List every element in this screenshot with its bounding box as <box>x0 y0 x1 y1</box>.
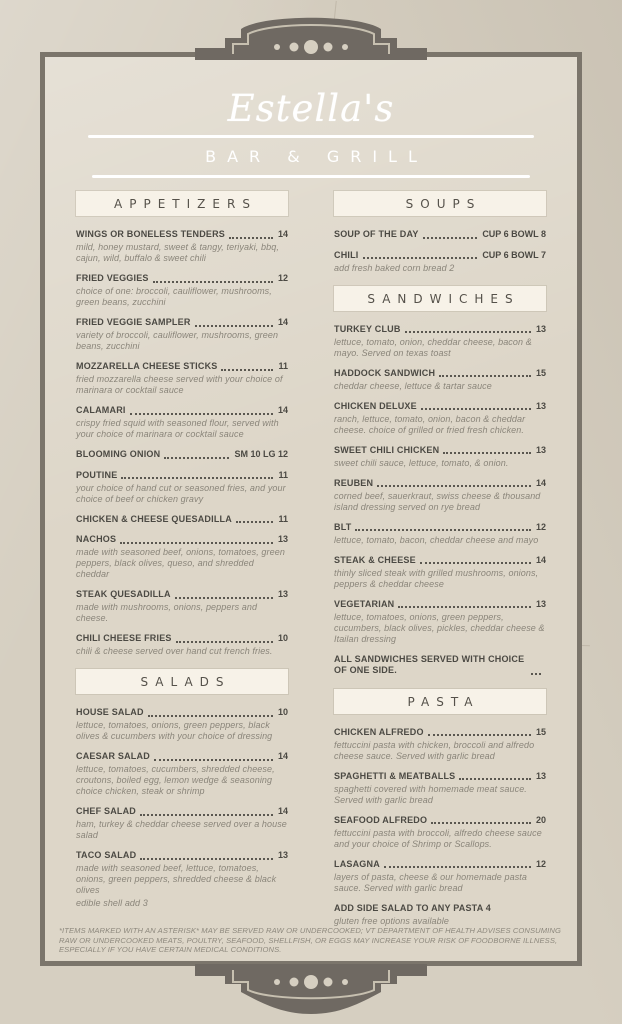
item-price: 11 <box>278 513 288 524</box>
item-description: spaghetti covered with homemade meat sauce. Served with garlic bread <box>334 783 527 805</box>
section-title: SANDWICHES <box>367 291 520 306</box>
item-name: ADD SIDE SALAD TO ANY PASTA 4 <box>334 902 491 913</box>
item-row <box>334 727 546 739</box>
item-description: made with seasoned beef, lettuce, tomatoes, onions, green peppers, shredded cheese & black olives <box>76 863 277 895</box>
section-title: SOUPS <box>405 197 482 211</box>
item-description: cheddar cheese, lettuce & tartar sauce <box>334 380 492 391</box>
dot-leader <box>423 237 478 239</box>
dot-leader <box>443 452 531 454</box>
item-name: TACO SALAD <box>76 850 137 860</box>
menu-item <box>76 405 288 440</box>
dot-leader <box>148 715 273 717</box>
item-price: 13 <box>535 598 546 609</box>
item-name: WINGS OR BONELESS TENDERS <box>76 229 226 239</box>
item-name: CHILI CHEESE FRIES <box>76 633 172 643</box>
item-price: 13 <box>277 850 288 860</box>
menu-item <box>76 707 288 742</box>
dot-leader <box>236 521 274 523</box>
item-price: 14 <box>535 554 546 565</box>
item-description: crispy fried squid with seasoned flour, served with your choice of marinara or cocktail sauce <box>76 418 279 439</box>
item-name: LASAGNA <box>334 858 380 869</box>
menu-item <box>334 727 546 762</box>
item-description: layers of pasta, cheese & our homemade pasta sauce. Served with garlic bread <box>334 871 528 893</box>
item-price: 10 <box>277 707 288 717</box>
menu-item <box>76 806 288 841</box>
bottom-ornament-badge <box>193 958 429 1016</box>
item-description: your choice of hand cut or seasoned fries, and your choice of beef or chicken gravy <box>76 482 286 504</box>
item-row <box>334 903 546 915</box>
menu-item <box>76 317 288 352</box>
item-name: SPAGHETTI & MEATBALLS <box>334 770 456 781</box>
item-price: 14 <box>535 477 546 488</box>
dot-leader <box>121 477 273 479</box>
item-row <box>76 633 288 645</box>
item-price: 11 <box>278 361 288 371</box>
item-name: NACHOS <box>76 534 117 544</box>
item-row <box>76 751 288 763</box>
item-name: SWEET CHILI CHICKEN <box>334 444 440 455</box>
restaurant-name: Estella's <box>227 87 395 130</box>
item-description: mild, honey mustard, sweet & tangy, teriyaki, bbq, cajun, wild, buffalo & sweet chili <box>76 242 279 263</box>
item-row <box>76 850 288 862</box>
menu-item <box>334 522 546 546</box>
section-banner-appetizers <box>76 191 288 216</box>
item-description: lettuce, tomato, bacon, cheddar cheese and mayo <box>334 534 539 545</box>
menu-item <box>334 401 546 436</box>
menu-item <box>334 478 546 513</box>
item-price: 20 <box>535 814 546 825</box>
item-price: 12 <box>535 858 546 869</box>
menu-item <box>334 815 546 850</box>
menu-item <box>76 273 288 308</box>
item-row <box>76 405 288 417</box>
item-row <box>76 273 288 285</box>
item-description: lettuce, tomato, onion, cheddar cheese, bacon & mayo. Served on texas toast <box>334 336 532 358</box>
item-name: HADDOCK SANDWICH <box>334 367 436 378</box>
section-title: APPETIZERS <box>114 197 257 211</box>
dot-leader <box>175 597 273 599</box>
section-appetizers <box>76 191 288 657</box>
menu-item <box>76 514 288 526</box>
item-description: lettuce, tomatoes, cucumbers, shredded cheese, croutons, boiled egg, lemon wedge & seasoning choice chicken, steak or shrimp <box>76 764 275 796</box>
menu-item <box>334 229 546 241</box>
item-description: fettuccini pasta with broccoli, alfredo cheese sauce and your choice of Shrimp or Scallops. <box>334 827 542 849</box>
item-name: SEAFOOD ALFREDO <box>334 814 428 825</box>
dot-leader <box>398 606 531 608</box>
item-description: made with seasoned beef, onions, tomatoes, green peppers, black olives, queso, and shredded cheddar <box>76 547 285 579</box>
item-row <box>76 806 288 818</box>
header-rule-top <box>88 135 534 138</box>
item-description: fettuccini pasta with chicken, broccoli and alfredo cheese sauce. Served with garlic bread <box>334 739 535 761</box>
item-row <box>334 478 546 490</box>
item-price: 10 <box>277 633 288 643</box>
dot-leader <box>384 866 531 868</box>
section-title: PASTA <box>407 694 480 709</box>
item-name: POUTINE <box>76 469 118 480</box>
menu-column-2 <box>334 191 546 939</box>
section-pasta <box>334 689 546 927</box>
menu-item <box>334 250 546 274</box>
item-price: 13 <box>535 400 546 411</box>
dot-leader <box>140 858 273 860</box>
item-name: CHILI <box>334 249 359 260</box>
dot-leader <box>176 641 273 643</box>
restaurant-subtitle: BAR & GRILL <box>205 147 428 166</box>
item-name: SOUP OF THE DAY <box>334 229 419 239</box>
section-banner-salads <box>76 669 288 694</box>
menu-item <box>334 445 546 469</box>
menu-columns <box>45 191 577 939</box>
item-row <box>76 707 288 719</box>
section-sandwiches <box>334 286 546 677</box>
item-row <box>334 229 546 241</box>
dot-leader <box>229 237 273 239</box>
item-price: 11 <box>278 469 288 480</box>
item-description: add fresh baked corn bread 2 <box>334 262 455 273</box>
dot-leader <box>221 369 273 371</box>
item-name: TURKEY CLUB <box>334 323 401 334</box>
item-price: 14 <box>277 229 288 239</box>
item-description: lettuce, tomatoes, onions, green peppers, black olives & cucumbers with your choice of dressing <box>76 720 273 741</box>
menu-item <box>76 850 288 909</box>
item-price: 15 <box>535 367 546 378</box>
item-price: 13 <box>535 770 546 781</box>
menu-item <box>334 324 546 359</box>
dot-leader <box>355 529 531 531</box>
item-name: FRIED VEGGIES <box>76 273 149 283</box>
item-price: 12 <box>535 521 546 532</box>
item-row <box>76 229 288 241</box>
dot-leader <box>431 822 531 824</box>
item-description: made with mushrooms, onions, peppers and cheese. <box>76 602 258 623</box>
item-price: 13 <box>535 444 546 455</box>
item-row <box>76 317 288 329</box>
dot-leader <box>531 673 541 675</box>
item-name: BLT <box>334 521 352 532</box>
item-row <box>334 324 546 336</box>
item-row <box>334 368 546 380</box>
item-row <box>334 250 546 262</box>
item-name: REUBEN <box>334 477 374 488</box>
section-salads <box>76 669 288 909</box>
item-row <box>334 771 546 783</box>
item-name: MOZZARELLA CHEESE STICKS <box>76 361 218 371</box>
menu-frame <box>40 52 582 966</box>
item-row <box>76 361 288 373</box>
menu-item <box>76 534 288 580</box>
item-name: VEGETARIAN <box>334 598 395 609</box>
menu-item <box>334 654 546 677</box>
dot-leader <box>195 325 273 327</box>
item-name: CHICKEN ALFREDO <box>334 726 424 737</box>
item-description: thinly sliced steak with grilled mushrooms, onions, peppers & cheddar cheese <box>334 567 539 589</box>
menu-item <box>334 771 546 806</box>
item-row <box>76 589 288 601</box>
item-name: STEAK QUESADILLA <box>76 589 171 599</box>
item-name: BLOOMING ONION <box>76 449 161 459</box>
dot-leader <box>377 485 531 487</box>
item-description: lettuce, tomatoes, onions, green peppers, cucumbers, black olives, pickles, cheddar cheese & Itailan dressing <box>334 611 545 644</box>
dot-leader <box>120 542 273 544</box>
dot-leader <box>420 562 531 564</box>
item-row <box>76 534 288 546</box>
item-price: 14 <box>277 806 288 816</box>
section-banner-sandwiches <box>334 286 546 311</box>
item-price: 14 <box>277 751 288 761</box>
section-banner-soups <box>334 191 546 216</box>
item-description: ham, turkey & cheddar cheese served over a house salad <box>76 819 287 840</box>
item-name: CHEF SALAD <box>76 806 136 816</box>
item-row <box>334 859 546 871</box>
item-price: SM 10 LG 12 <box>234 449 288 459</box>
section-soups <box>334 191 546 274</box>
menu-item <box>334 599 546 645</box>
item-description: chili & cheese served over hand cut french fries. <box>76 646 273 656</box>
dot-leader <box>421 408 531 410</box>
header-rule-bottom <box>92 175 530 178</box>
item-name: CAESAR SALAD <box>76 751 150 761</box>
item-price: 13 <box>277 589 288 599</box>
item-name: FRIED VEGGIE SAMPLER <box>76 317 191 327</box>
item-price: 14 <box>277 317 288 327</box>
dot-leader <box>140 814 273 816</box>
item-row <box>334 815 546 827</box>
item-row <box>334 522 546 534</box>
item-price: 14 <box>277 405 288 415</box>
item-name: HOUSE SALAD <box>76 707 144 717</box>
top-ornament-badge <box>193 16 429 78</box>
item-row <box>76 514 288 526</box>
section-banner-pasta <box>334 689 546 714</box>
item-row <box>76 470 288 482</box>
menu-item <box>334 555 546 590</box>
item-price: CUP 6 BOWL 7 <box>482 249 546 260</box>
menu-item <box>334 368 546 392</box>
dot-leader <box>428 734 531 736</box>
dot-leader <box>459 778 531 780</box>
menu-item <box>76 470 288 505</box>
menu-header <box>45 75 577 178</box>
dot-leader <box>164 457 229 459</box>
item-row <box>76 449 288 461</box>
item-description: ranch, lettuce, tomato, onion, bacon & cheddar cheese. choice of grilled or fried fresh chicken. <box>334 413 526 435</box>
menu-item <box>76 449 288 461</box>
menu-item <box>76 589 288 624</box>
menu-item <box>334 859 546 894</box>
dot-leader <box>154 759 273 761</box>
item-row <box>334 401 546 413</box>
menu-item <box>76 751 288 797</box>
item-name: CHICKEN & CHEESE QUESADILLA <box>76 513 232 524</box>
item-row <box>334 654 546 677</box>
item-description: choice of one: broccoli, cauliflower, mushrooms, green beans, zucchini <box>76 286 272 307</box>
item-name: STEAK & CHEESE <box>334 554 416 565</box>
item-row <box>334 445 546 457</box>
item-price: 12 <box>277 273 288 283</box>
item-description: sweet chili sauce, lettuce, tomato, & onion. <box>334 457 509 468</box>
disclaimer-text: *ITEMS MARKED WITH AN ASTERISK* MAY BE SERVED RAW OR UNDERCOOKED; VT DEPARTMENT OF HEALTH ADVISES CONSUMING RAW OR UNDERCOOKED MEATS, POULTRY, SEAFOOD, SHELLFISH, OR EGGS MAY INCREASE YOUR RISK OF FOODBORNE ILLNESS, ESPECIALLY IF YOU HAVE CERTAIN MEDICAL CONDITIONS. <box>59 926 561 955</box>
item-description: gluten free options available <box>334 915 449 926</box>
item-row <box>334 555 546 567</box>
item-name: CHICKEN DELUXE <box>334 400 417 411</box>
item-description: edible shell add 3 <box>76 897 148 908</box>
item-name: CALAMARI <box>76 405 126 415</box>
item-description: corned beef, sauerkraut, swiss cheese & thousand island dressing served on rye bread <box>334 490 541 512</box>
dot-leader <box>153 281 273 283</box>
menu-item <box>76 633 288 657</box>
menu-item <box>76 361 288 396</box>
menu-item <box>334 903 546 927</box>
item-description: variety of broccoli, cauliflower, mushrooms, green beans, zucchini <box>76 330 279 351</box>
item-price: 13 <box>535 323 546 334</box>
menu-column-1 <box>76 191 288 939</box>
item-row <box>334 599 546 611</box>
item-description: fried mozzarella cheese served with your choice of marinara or cocktail sauce <box>76 374 283 395</box>
section-title: SALADS <box>140 675 231 689</box>
item-price: CUP 6 BOWL 8 <box>482 229 546 239</box>
item-price: 15 <box>535 726 546 737</box>
dot-leader <box>439 375 531 377</box>
item-price: 13 <box>277 534 288 544</box>
dot-leader <box>363 257 478 259</box>
menu-item <box>76 229 288 264</box>
dot-leader <box>405 331 531 333</box>
item-name: ALL SANDWICHES SERVED WITH CHOICE OF ONE SIDE. <box>334 653 525 675</box>
dot-leader <box>130 413 273 415</box>
